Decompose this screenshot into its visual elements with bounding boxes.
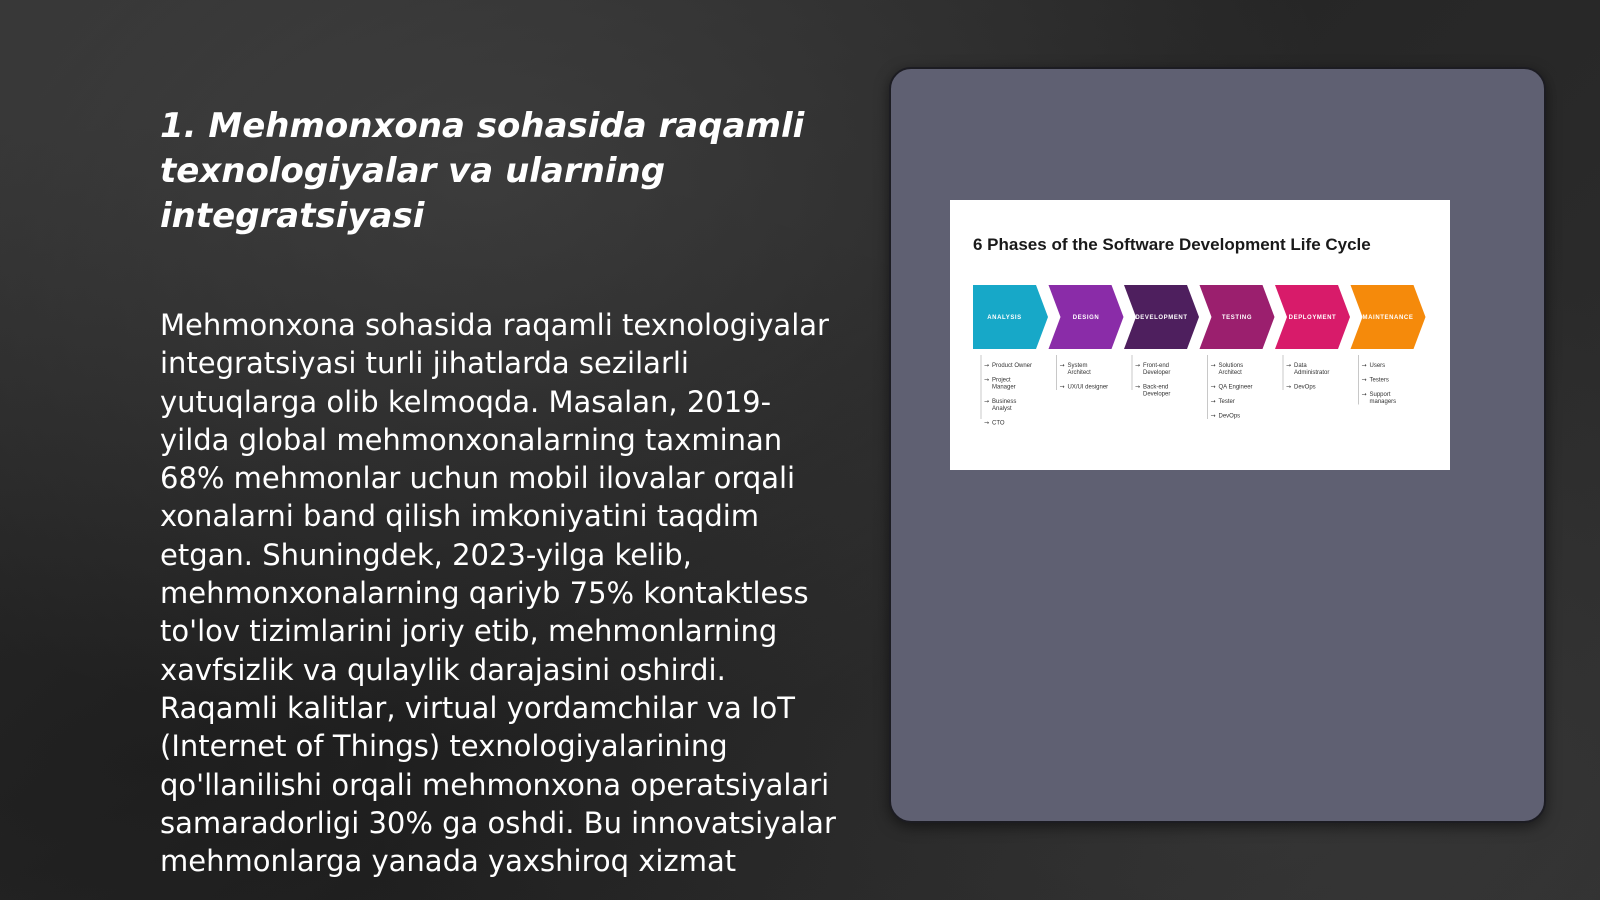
role-item: Support managers [1369, 392, 1397, 405]
role-arrow-icon: → [1210, 383, 1216, 391]
role-item: QA Engineer [1218, 384, 1253, 391]
role-item: Users [1369, 363, 1386, 369]
role-arrow-icon: → [1286, 362, 1292, 369]
role-item: System Architect [1067, 363, 1091, 376]
diagram-title: 6 Phases of the Software Development Life Cycle [973, 235, 1371, 254]
role-item: DevOps [1294, 384, 1316, 391]
role-arrow-icon: → [1361, 362, 1367, 369]
role-arrow-icon: → [1361, 376, 1367, 384]
slide-body-text: Mehmonxona sohasida raqamli texnologiyalar integratsiyasi turli jihatlarda sezilarli yutuqlarga olib kelmoqda. Masalan, 2019-yilda global mehmonxonalarning taxminan 68% mehmonlar uchun mobil ilovalar orqali xonalarni band qilish imkoniyatini taqdim etgan. Shuningdek, 2023-yilga kelib, mehmonxonalarning qariyb 75% kontaktless to'lov tizimlarini joriy etib, mehmonlarning xavfsizlik va qulaylik darajasini oshirdi. Raqamli kalitlar, virtual yordamchilar va IoT (Internet of Things) texnologiyalarining qo'llanilishi orqali mehmonxona operatsiyalari samaradorligi 30% ga oshdi. Bu innovatsiyalar mehmonlarga yanada yaxshiroq xizmat [160, 308, 836, 879]
role-arrow-icon: → [984, 362, 990, 369]
sdlc-diagram-svg [950, 200, 1450, 470]
role-item: Testers [1369, 377, 1389, 384]
role-arrow-icon: → [1135, 383, 1141, 391]
role-arrow-icon: → [1059, 383, 1065, 391]
role-arrow-icon: → [1135, 362, 1141, 369]
role-arrow-icon: → [984, 398, 990, 405]
phase-label: DEPLOYMENT [1288, 315, 1337, 321]
phase-label: DEVELOPMENT [1135, 315, 1188, 321]
role-item: DevOps [1218, 413, 1241, 420]
role-item: Front-end Developer [1143, 363, 1171, 376]
phase-label: ANALYSIS [987, 315, 1022, 321]
role-arrow-icon: → [1286, 383, 1292, 391]
role-arrow-icon: → [984, 419, 990, 427]
slide-title: 1. Mehmonxona sohasida raqamli texnologiyalar va ularning integratsiyasi [160, 106, 805, 236]
role-item: Project Manager [992, 377, 1016, 391]
role-arrow-icon: → [1210, 412, 1216, 420]
role-item: Business Analyst [992, 399, 1017, 412]
role-arrow-icon: → [984, 376, 990, 384]
role-item: Data Administrator [1294, 363, 1330, 376]
role-arrow-icon: → [1361, 391, 1367, 398]
phase-label: DESIGN [1072, 315, 1100, 321]
sdlc-diagram [950, 200, 1450, 470]
phase-label: TESTING [1221, 315, 1253, 321]
role-item: Tester [1218, 399, 1235, 405]
role-arrow-icon: → [1210, 398, 1216, 405]
role-item: CTO [992, 420, 1005, 427]
role-item: UX/UI designer [1067, 384, 1109, 391]
role-item: Product Owner [992, 363, 1033, 369]
role-arrow-icon: → [1059, 362, 1065, 369]
phase-label: MAINTENANCE [1362, 315, 1414, 321]
role-arrow-icon: → [1210, 362, 1216, 369]
role-item: Solutions Architect [1218, 363, 1244, 376]
role-item: Back-end Developer [1143, 384, 1171, 398]
